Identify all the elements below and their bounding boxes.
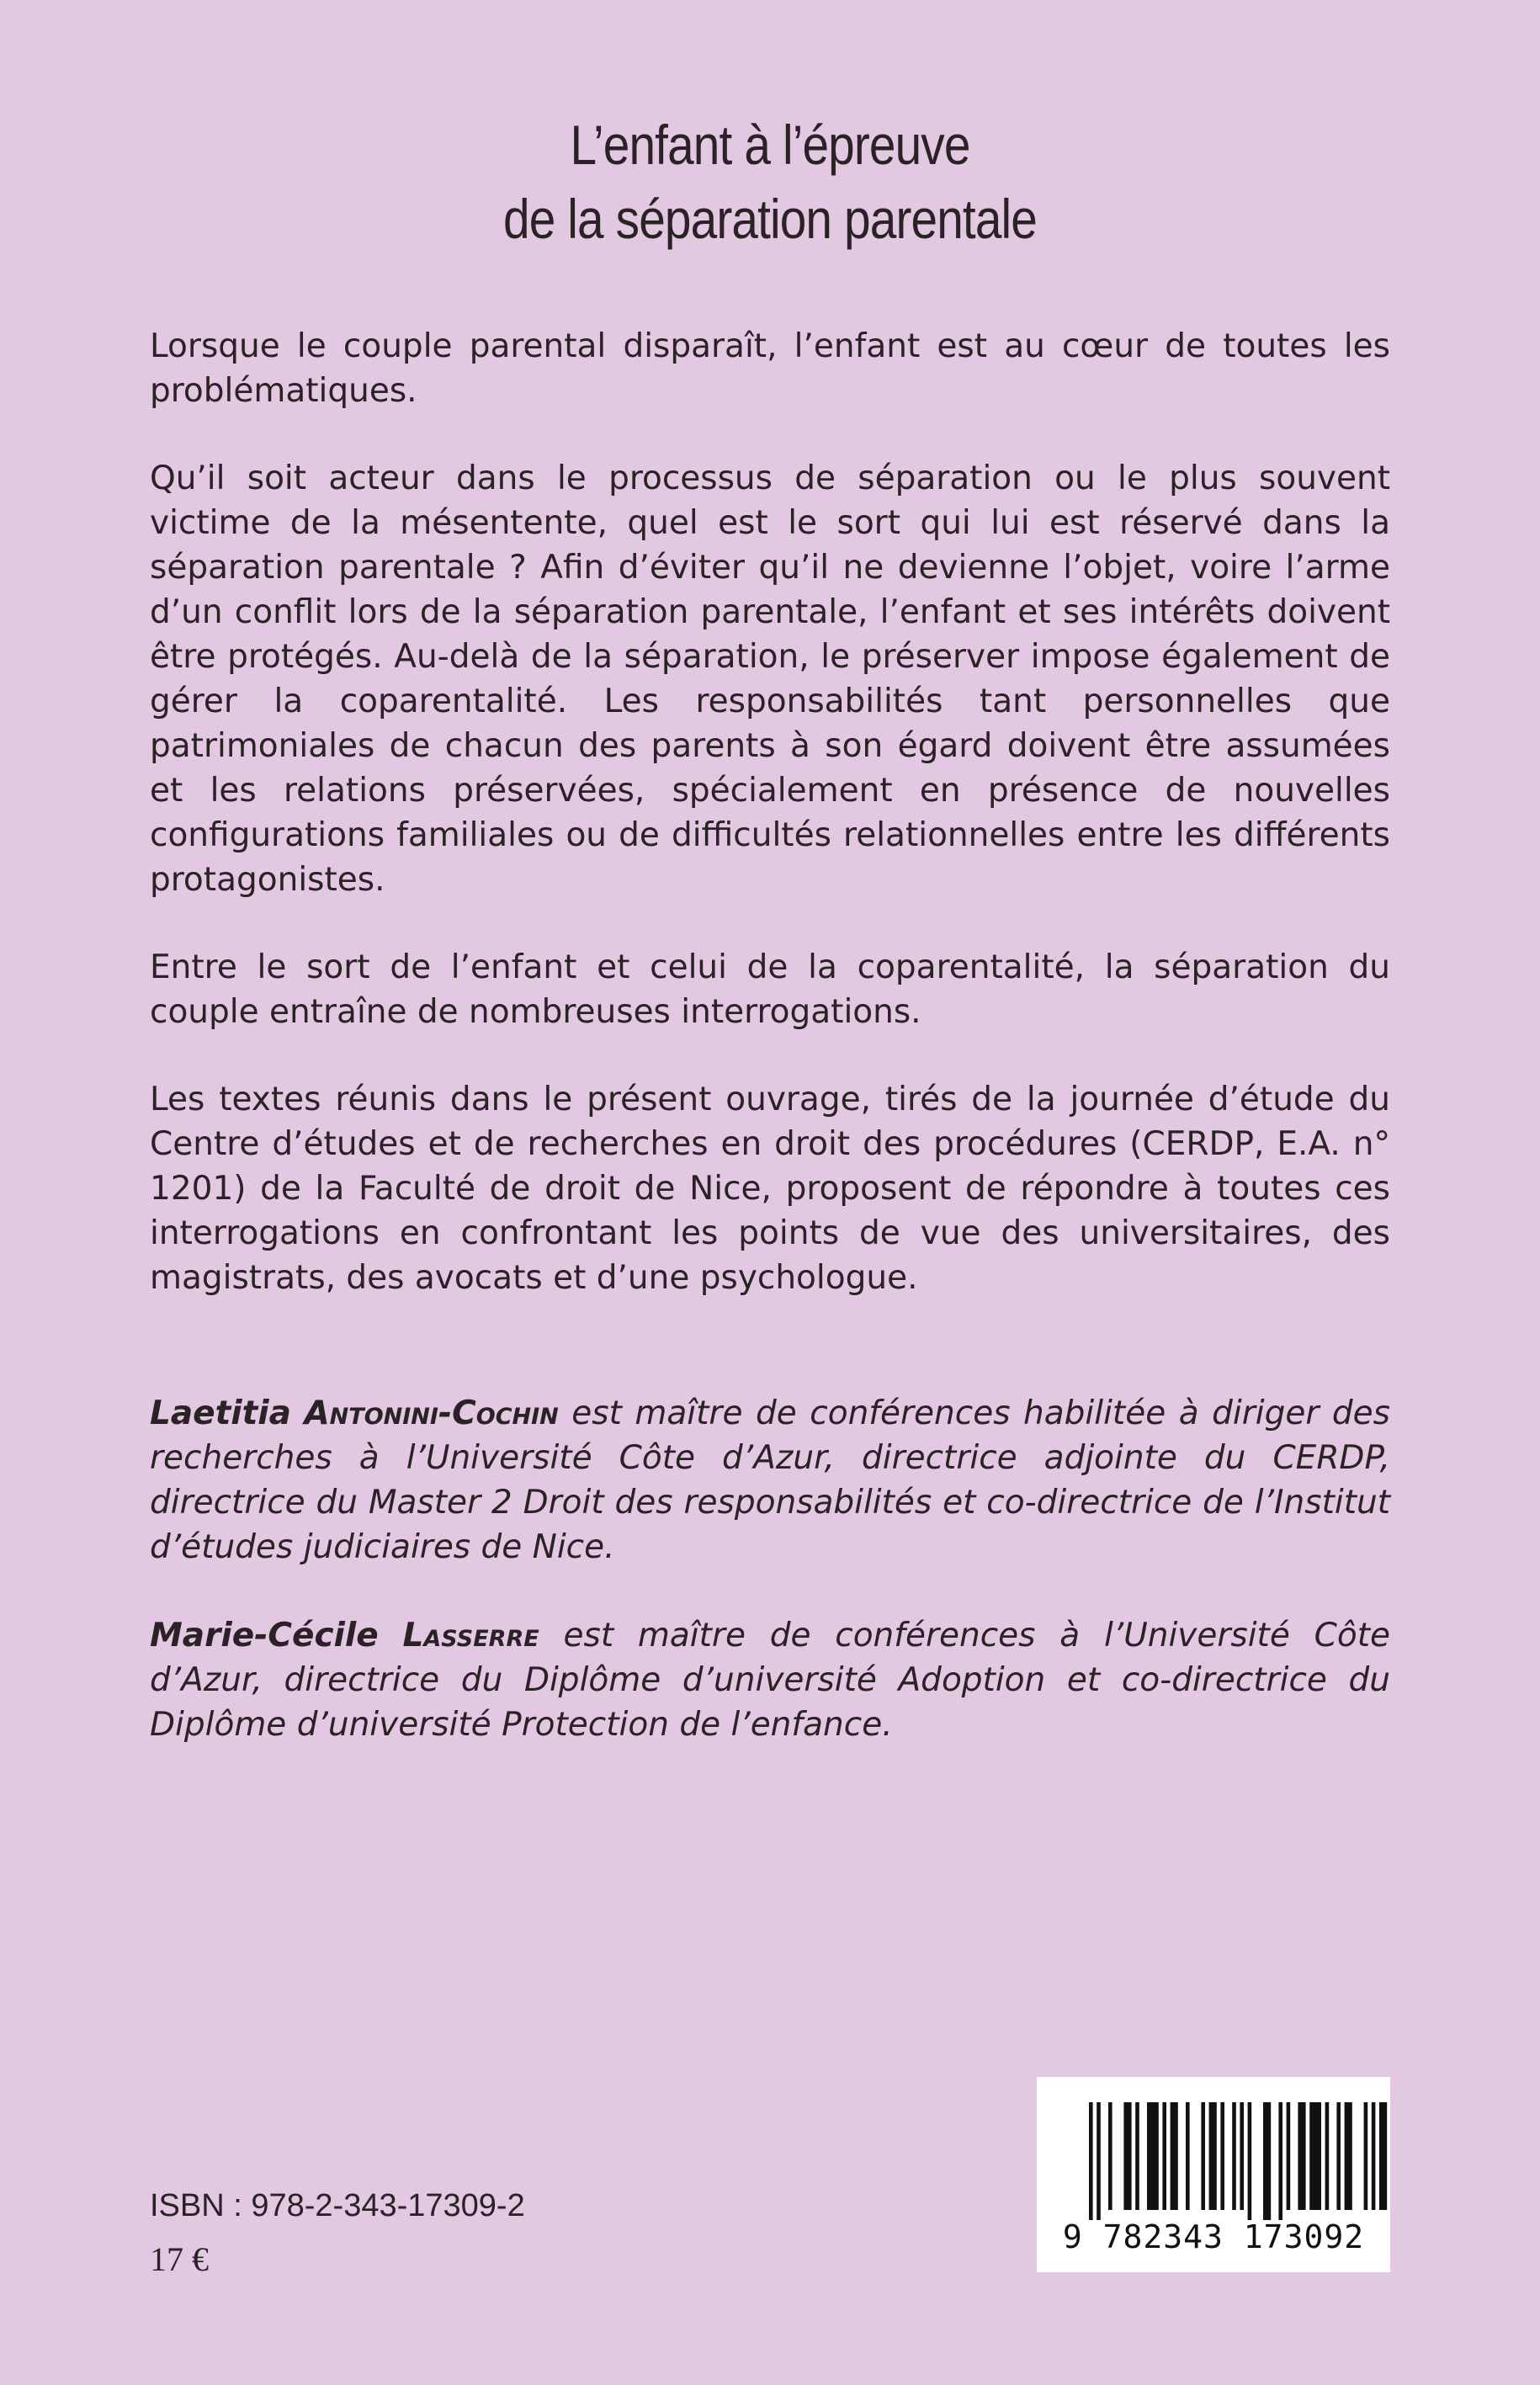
price: 17 €: [150, 2240, 209, 2278]
title-line-1: L’enfant à l’épreuve: [570, 114, 970, 176]
author-bio: [150, 1391, 1390, 1570]
author-bio-text: est maître de conférences habilitée à diriger des recherches à l’Université Côte d’Azur, directrice adjointe du CERDP, directrice du Master 2 Droit des responsabilités et co-directrice de l’Institut d’études judiciaires de Nice.: [150, 1394, 1390, 1566]
barcode-bar: [1248, 2102, 1252, 2220]
barcode-bar: [1309, 2102, 1321, 2210]
author-bio: [150, 1613, 1390, 1747]
author-last-name: Antonini-Cochin: [304, 1394, 559, 1432]
barcode-bar: [1108, 2102, 1113, 2210]
barcode-bar: [1364, 2102, 1368, 2210]
blurb-paragraph: Qu’il soit acteur dans le processus de séparation ou le plus souvent victime de la mésentente, quel est le sort qui lui est réservé dans la séparation parentale ? Afin d’éviter qu’il ne devienne l’objet, voire l’arme d’un conflit lors de la séparation parentale, l’enfant et ses intérêts doivent être protégés. Au-delà de la séparation, le préserver impose également de gérer la coparentalité. Les responsabilités tant personnelles que patrimoniales de chacun des parents à son égard doivent être assumées et les relations préservées, spécialement en présence de nouvelles configurations familiales ou de difficultés relationnelles entre les différents protagonistes.: [150, 459, 1390, 899]
blurb: [150, 324, 1390, 1343]
barcode-bar: [1186, 2102, 1190, 2210]
barcode-bar: [1345, 2102, 1352, 2210]
barcode: [1037, 2077, 1390, 2272]
barcode-bar: [1135, 2102, 1139, 2210]
barcode-bar: [1147, 2102, 1159, 2210]
book-title: [108, 108, 1432, 256]
barcode-bar: [1336, 2102, 1341, 2210]
barcode-bar: [1209, 2102, 1217, 2210]
author-first-name: Laetitia: [150, 1394, 291, 1432]
barcode-bar: [1171, 2102, 1178, 2210]
barcode-bar: [1263, 2102, 1271, 2220]
barcode-bar: [1298, 2102, 1305, 2210]
blurb-paragraph: Les textes réunis dans le présent ouvrage, tirés de la journée d’étude du Centre d’études et de recherches en droit des procédures (CERDP, E.A. n° 1201) de la Faculté de droit de Nice, proposent de répondre à toutes ces interrogations en confrontant les points de vue des universitaires, des magistrats, des avocats et d’une psychologue.: [150, 1081, 1390, 1297]
barcode-number: 9 782343 173092: [1062, 2218, 1365, 2255]
barcode-bar: [1232, 2102, 1236, 2210]
blurb-paragraph: Entre le sort de l’enfant et celui de la coparentalité, la séparation du couple entraîne de nombreuses interrogations.: [150, 948, 1390, 1031]
barcode-bar: [1123, 2102, 1131, 2210]
author-bio-text: est maître de conférences à l’Université Côte d’Azur, directrice du Diplôme d’université Adoption et co-directrice du Diplôme d’université Protection de l’enfance.: [150, 1617, 1391, 1744]
author-first-name: Marie-Cécile: [150, 1617, 379, 1655]
barcode-bar: [1325, 2102, 1330, 2210]
barcode-bar: [1372, 2102, 1376, 2210]
barcode-bar: [1287, 2102, 1291, 2210]
barcode-bar: [1089, 2102, 1093, 2220]
blurb-paragraph: Lorsque le couple parental disparaît, l’enfant est au cœur de toutes les problématiques.: [150, 327, 1390, 410]
barcode-bar: [1220, 2102, 1224, 2210]
author-bios: [150, 1391, 1390, 1791]
isbn: ISBN : 978-2-343-17309-2: [150, 2188, 525, 2223]
barcode-bar: [1240, 2102, 1244, 2210]
barcode-bar: [1278, 2102, 1282, 2220]
barcode-bar: [1379, 2102, 1387, 2210]
barcode-bar: [1097, 2102, 1101, 2220]
title-line-2: de la séparation parentale: [502, 188, 1038, 250]
author-last-name: Lasserre: [402, 1617, 539, 1655]
barcode-bar: [1162, 2102, 1166, 2210]
barcode-bar: [1201, 2102, 1205, 2210]
